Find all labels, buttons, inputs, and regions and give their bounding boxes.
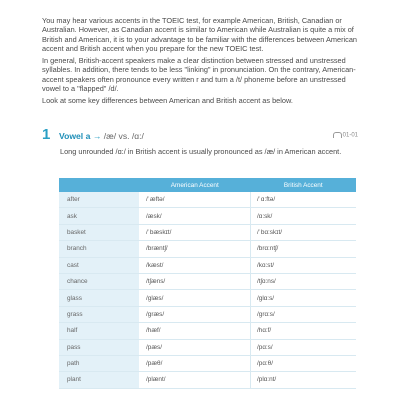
table-row bbox=[59, 323, 356, 339]
table-row bbox=[59, 208, 356, 224]
header-british: British Accent bbox=[251, 178, 357, 192]
section-description: Long unrounded /ɑ:/ in British accent is usually pronounced as /æ/ in American accent. bbox=[60, 147, 342, 156]
word-cell: branch bbox=[59, 241, 139, 257]
word-cell: glass bbox=[59, 290, 139, 306]
header-american: American Accent bbox=[139, 178, 251, 192]
table-row bbox=[59, 355, 356, 371]
section-heading bbox=[42, 128, 360, 144]
british-cell: /ˈɑ:ftə/ bbox=[251, 192, 357, 208]
american-cell: /plænt/ bbox=[139, 372, 251, 388]
british-cell: /glɑ:s/ bbox=[251, 290, 357, 306]
section-title bbox=[59, 131, 144, 141]
word-cell: after bbox=[59, 192, 139, 208]
british-cell: /hɑ:f/ bbox=[251, 323, 357, 339]
section-title-phonemes: /æ/ vs. /ɑ:/ bbox=[103, 131, 144, 141]
word-cell: ask bbox=[59, 208, 139, 224]
american-cell: /ˈæftə/ bbox=[139, 192, 251, 208]
word-cell: chance bbox=[59, 273, 139, 289]
intro-paragraph-3: Look at some key differences between American and British accent as below. bbox=[42, 95, 293, 105]
table-row bbox=[59, 192, 356, 208]
word-cell: cast bbox=[59, 257, 139, 273]
headphones-icon bbox=[333, 132, 342, 138]
word-cell: pass bbox=[59, 339, 139, 355]
american-cell: /bræntʃ/ bbox=[139, 241, 251, 257]
british-cell: /brɑ:ntʃ/ bbox=[251, 241, 357, 257]
header-word bbox=[59, 178, 139, 192]
british-cell: /plɑ:nt/ bbox=[251, 372, 357, 388]
british-cell: /pɑ:s/ bbox=[251, 339, 357, 355]
word-cell: grass bbox=[59, 306, 139, 322]
audio-track[interactable] bbox=[333, 132, 358, 139]
american-cell: /hæf/ bbox=[139, 323, 251, 339]
table-row bbox=[59, 306, 356, 322]
american-cell: /tʃæns/ bbox=[139, 273, 251, 289]
american-cell: /pæθ/ bbox=[139, 355, 251, 371]
arrow-icon: → bbox=[92, 131, 102, 141]
american-cell: /græs/ bbox=[139, 306, 251, 322]
table-row bbox=[59, 257, 356, 273]
intro-text bbox=[42, 16, 360, 107]
section-title-vowel: Vowel a bbox=[59, 131, 91, 141]
american-cell: /æsk/ bbox=[139, 208, 251, 224]
table-row bbox=[59, 273, 356, 289]
british-cell: /ˈbɑ:skɪt/ bbox=[251, 224, 357, 240]
intro-paragraph-2: In general, British-accent speakers make a clear distinction between stressed and unstressed syllables. In addition, there tends to be less "linking" in pronunciation. On the contrary, American-accent speakers often pronounce every written r and turn a /t/ phoneme before an unstressed vowel to a "flapped" /d/. bbox=[42, 55, 356, 94]
table-header-row bbox=[59, 178, 356, 192]
british-cell: /ɑ:sk/ bbox=[251, 208, 357, 224]
table-row bbox=[59, 290, 356, 306]
american-cell: /glæs/ bbox=[139, 290, 251, 306]
american-cell: /ˈbæskɪt/ bbox=[139, 224, 251, 240]
table-row bbox=[59, 372, 356, 388]
table-row bbox=[59, 339, 356, 355]
word-cell: plant bbox=[59, 372, 139, 388]
word-cell: half bbox=[59, 323, 139, 339]
word-cell: basket bbox=[59, 224, 139, 240]
american-cell: /kæst/ bbox=[139, 257, 251, 273]
british-cell: /tʃɑ:ns/ bbox=[251, 273, 357, 289]
intro-paragraph-1: You may hear various accents in the TOEIC test, for example American, British, Canadian or Australian. However, as Canadian accent is similar to American while Australian is quite a mix of British and American, it is to your advantage to be familiar with the differences between American accent and British accent when you prepare for the new TOEIC test. bbox=[42, 16, 357, 54]
british-cell: /grɑ:s/ bbox=[251, 306, 357, 322]
british-cell: /pɑ:θ/ bbox=[251, 355, 357, 371]
audio-track-label: 01-01 bbox=[342, 132, 358, 139]
table-row bbox=[59, 241, 356, 257]
british-cell: /kɑ:st/ bbox=[251, 257, 357, 273]
section-number: 1 bbox=[42, 126, 51, 143]
table-row bbox=[59, 224, 356, 240]
pronunciation-table bbox=[59, 178, 356, 389]
american-cell: /pæs/ bbox=[139, 339, 251, 355]
word-cell: path bbox=[59, 355, 139, 371]
